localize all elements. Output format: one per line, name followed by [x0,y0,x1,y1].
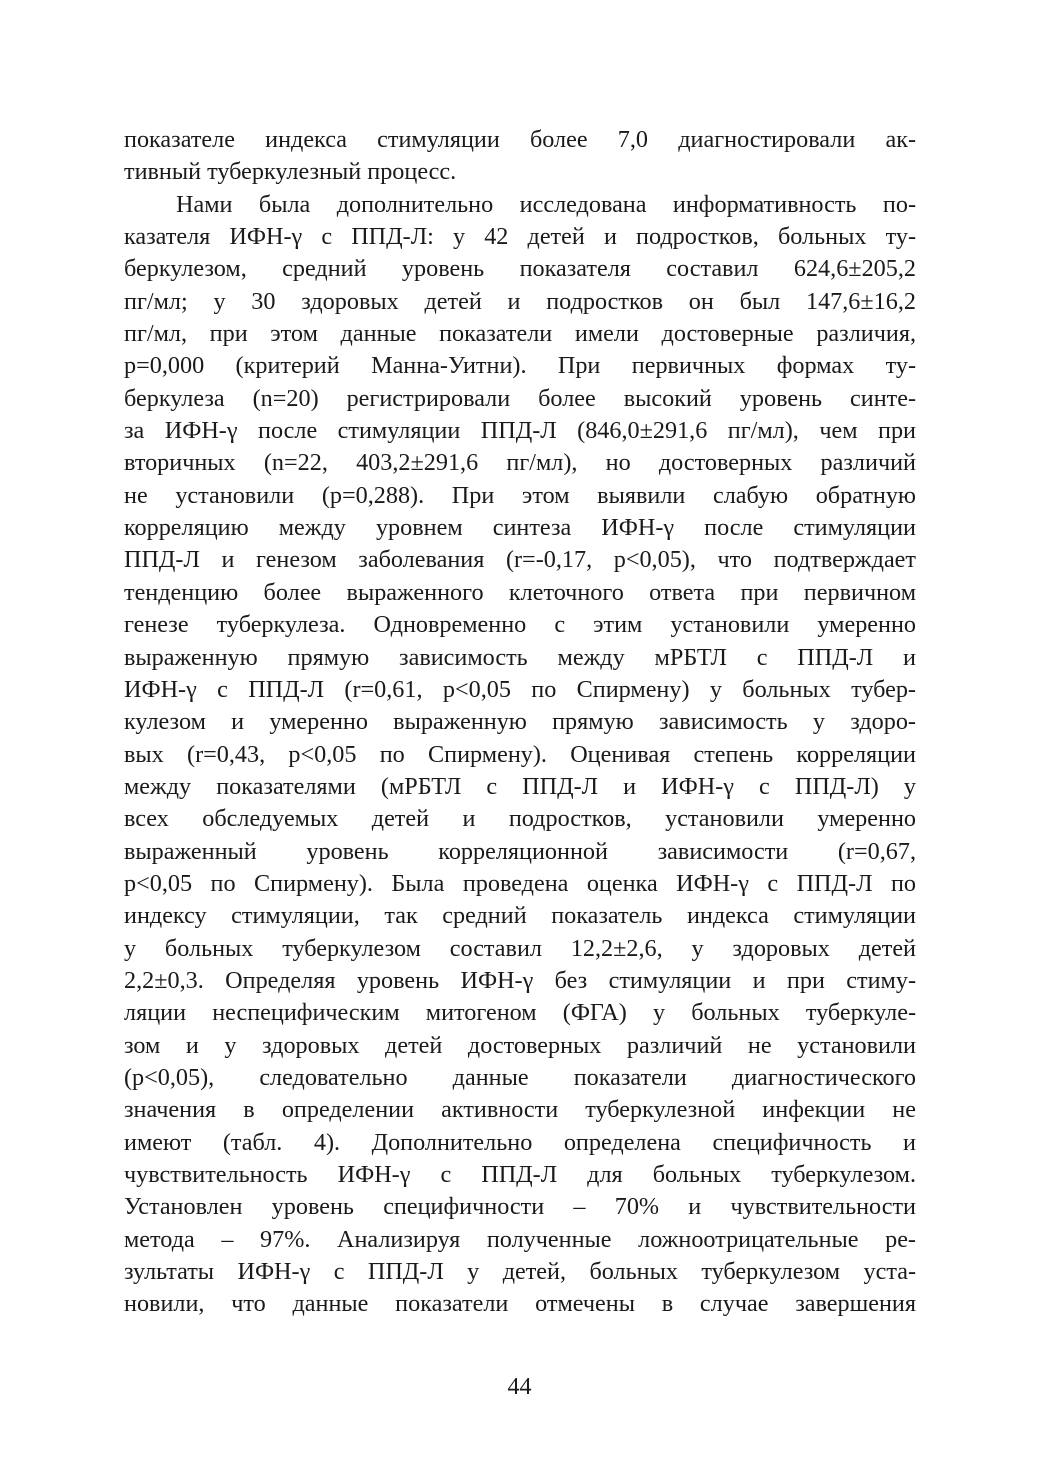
text-line: беркулеза (n=20) регистрировали более высокий уровень синте- [124,384,916,412]
text-line: вторичных (n=22, 403,2±291,6 пг/мл), но достоверных различий [124,449,916,477]
text-line: генезе туберкулеза. Одновременно с этим установили умеренно [124,611,916,639]
text-line: вых (r=0,43, р<0,05 по Спирмену). Оценивая степень корреляции [124,740,916,768]
text-line: казателя ИФН-γ с ППД-Л: у 42 детей и подростков, больных ту- [124,223,916,251]
text-line: тивный туберкулезный процесс. [124,158,457,186]
text-line: тенденцию более выраженного клеточного ответа при первичном [124,578,916,606]
text-line: индексу стимуляции, так средний показатель индекса стимуляции [124,902,916,930]
text-line: пг/мл, при этом данные показатели имели достоверные различия, [124,320,916,348]
text-line: показателе индекса стимуляции более 7,0 диагностировали ак- [124,126,916,153]
text-line: между показателями (мРБТЛ с ППД-Л и ИФН-γ с ППД-Л) у [124,772,916,800]
text-line: пг/мл; у 30 здоровых детей и подростков он был 147,6±16,2 [124,287,916,315]
body-text [124,124,916,1321]
text-line: зультаты ИФН-γ с ППД-Л у детей, больных туберкулезом уста- [124,1258,916,1286]
text-line: чувствительность ИФН-γ с ППД-Л для больных туберкулезом. [124,1161,916,1188]
text-line: (р<0,05), следовательно данные показатели диагностического [124,1063,916,1091]
text-line: имеют (табл. 4). Дополнительно определена специфичность и [124,1128,916,1156]
text-line: беркулезом, средний уровень показателя составил 624,6±205,2 [124,255,916,283]
text-line: новили, что данные показатели отмечены в случае завершения [124,1290,916,1318]
text-line: корреляцию между уровнем синтеза ИФН-γ после стимуляции [124,514,916,542]
text-line: выраженный уровень корреляционной зависимости (r=0,67, [124,837,916,865]
text-line: р<0,05 по Спирмену). Была проведена оценка ИФН-γ с ППД-Л по [124,869,916,897]
text-line: значения в определении активности туберкулезной инфекции не [124,1096,916,1124]
text-line: ИФН-γ с ППД-Л (r=0,61, р<0,05 по Спирмену) у больных тубер- [124,675,916,703]
text-line: за ИФН-γ после стимуляции ППД-Л (846,0±291,6 пг/мл), чем при [124,417,916,445]
text-line: не установили (р=0,288). При этом выявили слабую обратную [124,481,916,509]
text-line: ляции неспецифическим митогеном (ФГА) у больных туберкуле- [124,999,916,1027]
page-number: 44 [507,1374,532,1400]
text-line: Установлен уровень специфичности – 70% и чувствительности [124,1193,916,1221]
text-line: ППД-Л и генезом заболевания (r=-0,17, р<0,05), что подтверждает [124,546,916,574]
text-line: выраженную прямую зависимость между мРБТЛ с ППД-Л и [124,643,916,671]
text-line: метода – 97%. Анализируя полученные ложноотрицательные ре- [124,1225,916,1253]
text-line: кулезом и умеренно выраженную прямую зависимость у здоро- [124,708,916,736]
text-line: всех обследуемых детей и подростков, установили умеренно [124,805,916,833]
text-line: Нами была дополнительно исследована информативность по- [176,190,916,218]
text-line: 2,2±0,3. Определяя уровень ИФН-γ без стимуляции и при стиму- [124,966,916,994]
text-line: зом и у здоровых детей достоверных различий не установили [124,1031,916,1059]
text-line: р=0,000 (критерий Манна-Уитни). При первичных формах ту- [124,352,916,380]
text-line: у больных туберкулезом составил 12,2±2,6, у здоровых детей [124,934,916,962]
